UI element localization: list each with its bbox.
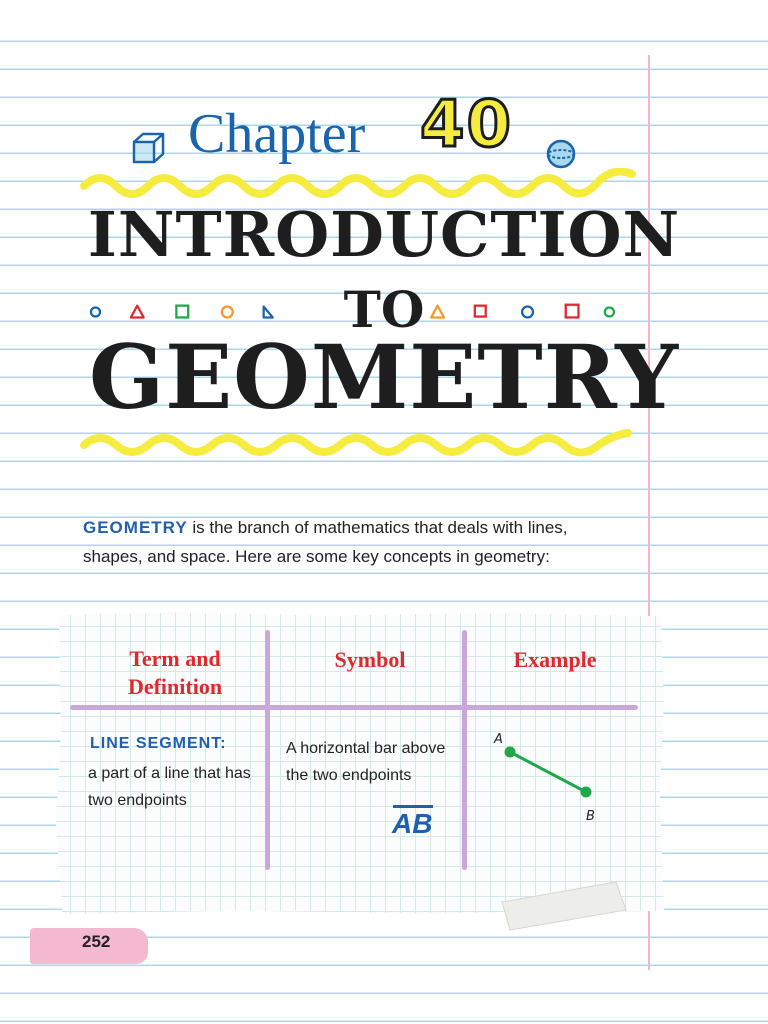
title-introduction: INTRODUCTION (87, 198, 681, 271)
title-geometry: GEOMETRY (88, 325, 680, 429)
intro-text: is the branch of mathematics that deals with lines, shapes, and space. Here are some key concepts in geometry: (83, 518, 568, 566)
label-a: A (494, 732, 503, 747)
page-number: 252 (82, 932, 111, 951)
term-definition: a part of a line that has two endpoints (88, 765, 251, 809)
symbol-description: A horizontal bar above the two endpoints (286, 740, 446, 784)
intro-paragraph (83, 513, 628, 571)
chapter-number: 40 (420, 88, 514, 162)
yellow-squiggle-bottom (80, 425, 640, 461)
symbol-ab: AB (392, 808, 433, 839)
cube-icon (130, 130, 168, 168)
table-divider-1 (265, 630, 270, 870)
endpoint-a (505, 747, 516, 758)
segment-line (510, 752, 586, 792)
label-b: B (586, 809, 595, 824)
masking-tape (498, 880, 628, 932)
chapter-word: Chapter (188, 103, 366, 165)
table-header-divider (70, 705, 638, 710)
sphere-icon (545, 138, 577, 170)
shape-decoration-right (418, 302, 628, 322)
header-symbol: Symbol (334, 647, 406, 672)
chapter-header (0, 80, 768, 480)
header-example: Example (513, 647, 597, 672)
title-to: TO (343, 280, 425, 339)
geometry-keyword: GEOMETRY (83, 518, 188, 537)
header-term-definition: Term and Definition (127, 646, 223, 699)
table-divider-2 (462, 630, 467, 870)
term-line-segment: LINE SEGMENT: (90, 735, 227, 752)
example-line-segment (480, 722, 610, 832)
yellow-squiggle-top (80, 168, 640, 198)
endpoint-b (581, 787, 592, 798)
